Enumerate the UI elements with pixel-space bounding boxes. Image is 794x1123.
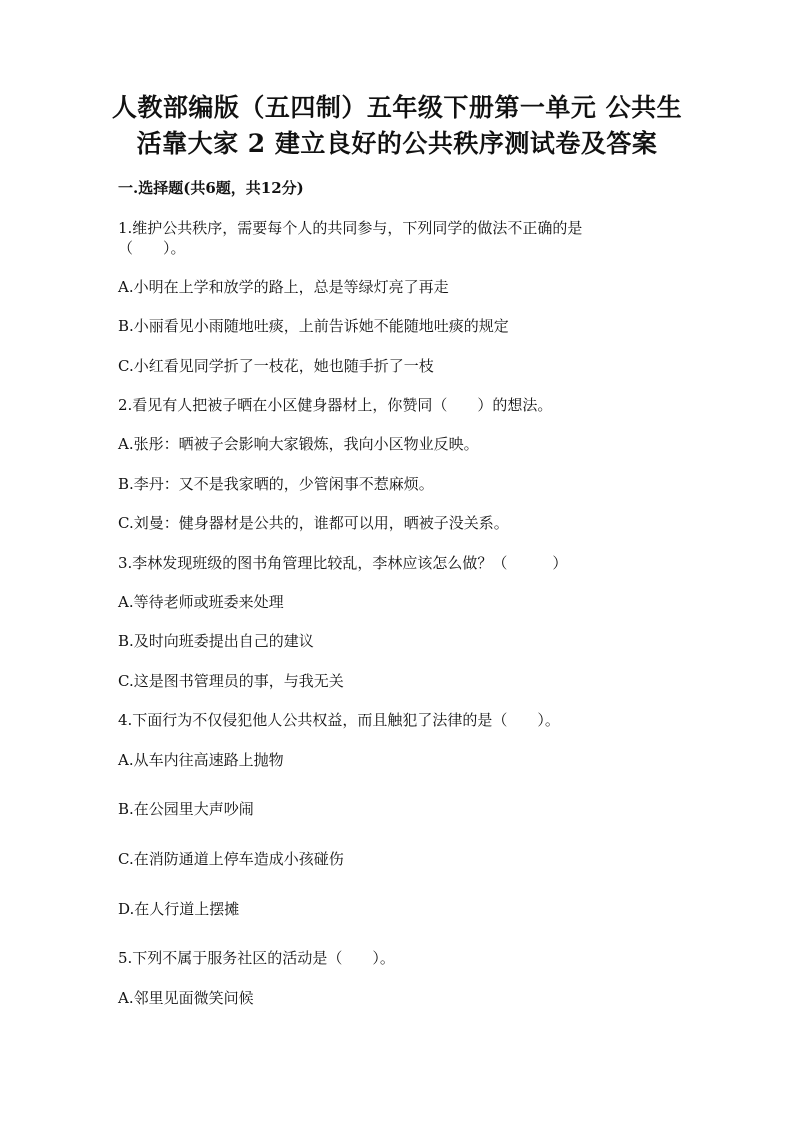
question-4-stem: 4.下面行为不仅侵犯他人公共权益，而且触犯了法律的是（ ）。 [118, 711, 560, 729]
question-2-option-c: C.刘曼：健身器材是公共的，谁都可以用，晒被子没关系。 [118, 514, 509, 532]
document-title-line-1: 人教部编版（五四制）五年级下册第一单元 公共生 [111, 93, 683, 122]
question-3-stem: 3.李林发现班级的图书角管理比较乱，李林应该怎么做？（ ） [118, 554, 568, 572]
question-5-option-a: A.邻里见面微笑问候 [118, 989, 254, 1007]
question-4-option-d: D.在人行道上摆摊 [118, 900, 240, 918]
question-3-option-b: B.及时向班委提出自己的建议 [118, 632, 314, 650]
question-4-option-c: C.在消防通道上停车造成小孩碰伤 [118, 850, 344, 868]
question-4-option-b: B.在公园里大声吵闹 [118, 800, 254, 818]
question-1-option-b: B.小丽看见小雨随地吐痰，上前告诉她不能随地吐痰的规定 [118, 317, 509, 335]
question-3-option-c: C.这是图书管理员的事，与我无关 [118, 672, 344, 690]
question-1-option-a: A.小明在上学和放学的路上，总是等绿灯亮了再走 [118, 278, 449, 296]
question-3-option-a: A.等待老师或班委来处理 [118, 593, 284, 611]
question-2-stem: 2.看见有人把被子晒在小区健身器材上，你赞同（ ）的想法。 [118, 396, 553, 414]
question-2-option-b: B.李丹：又不是我家晒的，少管闲事不惹麻烦。 [118, 475, 434, 493]
question-1-stem-continued: （ ）。 [118, 239, 186, 257]
section-heading: 一.选择题(共6题，共12分) [118, 179, 304, 197]
question-4-option-a: A.从车内往高速路上抛物 [118, 751, 284, 769]
question-5-stem: 5.下列不属于服务社区的活动是（ ）。 [118, 949, 395, 967]
document-title-line-2: 活靠大家 2 建立良好的公共秩序测试卷及答案 [136, 129, 658, 158]
question-2-option-a: A.张彤：晒被子会影响大家锻炼，我向小区物业反映。 [118, 435, 479, 453]
question-1-option-c: C.小红看见同学折了一枝花，她也随手折了一枝 [118, 357, 434, 375]
question-1-stem: 1.维护公共秩序，需要每个人的共同参与，下列同学的做法不正确的是 [118, 219, 583, 237]
